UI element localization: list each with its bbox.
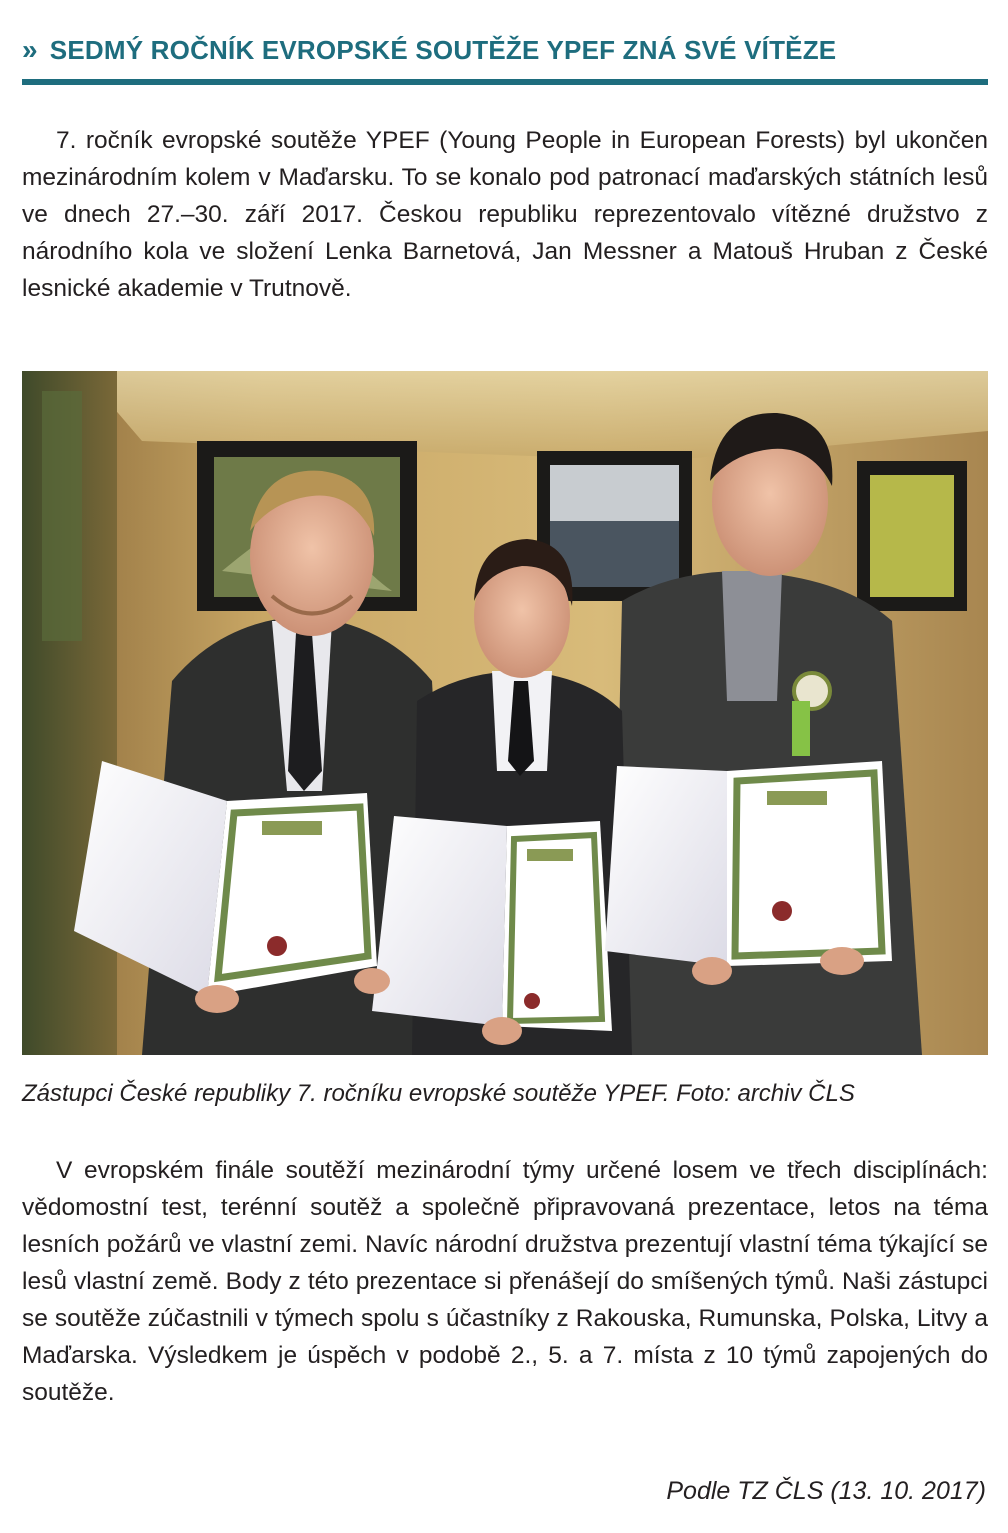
headline-rule: [22, 79, 988, 85]
photo-caption: Zástupci České republiky 7. ročníku evropské soutěže YPEF. Foto: archiv ČLS: [22, 1080, 855, 1107]
wall-picture-right: [857, 461, 967, 611]
article-photo: [22, 371, 988, 1055]
body-paragraph: V evropském finále soutěží mezinárodní týmy určené losem ve třech disciplínách: vědomostní test, terénní soutěž a společně připravovaná prezentace, letos na téma lesních požárů ve vlastní zemi. Navíc národní družstva prezentují vlastní téma týkající se lesů vlastní země. Body z této prezentace si přenášejí do smíšených týmů. Naši zástupci se soutěže zúčastnili v týmech spolu s účastníky z Rakouska, Rumunska, Polska, Litvy a Maďarska. Výsledkem je úspěch v podobě 2., 5. a 7. místa z 10 týmů zapojených do soutěže.: [22, 1157, 988, 1406]
diploma-center: [372, 816, 612, 1031]
headline-marker: »: [22, 34, 38, 65]
headline-text: SEDMÝ ROČNÍK EVROPSKÉ SOUTĚŽE YPEF ZNÁ SVÉ VÍTĚZE: [49, 34, 837, 65]
photo-illustration: [22, 371, 988, 1055]
source-attribution: Podle TZ ČLS (13. 10. 2017): [666, 1477, 986, 1505]
article-headline: [22, 30, 988, 70]
diploma-right: [605, 761, 892, 966]
intro-paragraph: 7. ročník evropské soutěže YPEF (Young People in European Forests) byl ukončen mezinárodním kolem v Maďarsku. To se konalo pod patronací maďarských státních lesů ve dnech 27.–30. září 2017. Českou republiku reprezentovalo vítězné družstvo z národního kola ve složení Lenka Barnetová, Jan Messner a Matouš Hruban z České lesnické akademie v Trutnově.: [22, 127, 988, 302]
